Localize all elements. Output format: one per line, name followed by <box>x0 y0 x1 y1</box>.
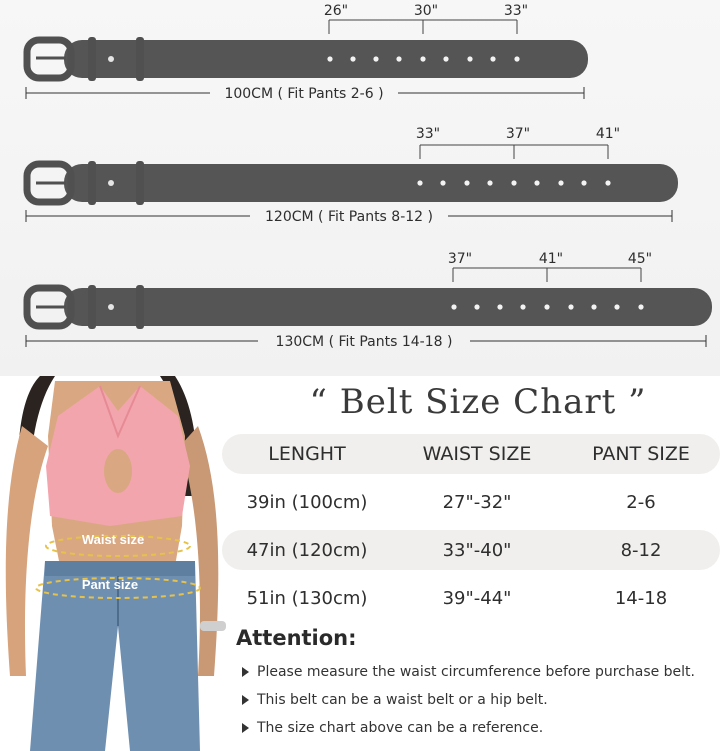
attention-text: Please measure the waist circumference before purchase belt. <box>257 664 695 680</box>
table-row <box>222 578 720 618</box>
belt-loop <box>88 37 96 81</box>
cell-length: 47in (120cm) <box>246 539 368 561</box>
length-measure <box>26 334 706 350</box>
length-label: 100CM ( Fit Pants 2-6 ) <box>224 86 384 102</box>
size-label: 45" <box>627 251 653 267</box>
belt-loop <box>136 161 144 205</box>
header-pant-size: PANT SIZE <box>592 443 690 465</box>
triangle-bullet-icon <box>242 667 249 677</box>
close-quote: ” <box>628 382 647 422</box>
rivet <box>108 180 114 186</box>
belt-loop <box>88 161 96 205</box>
belt-120cm <box>26 126 678 225</box>
belt-130cm <box>26 251 712 350</box>
length-label: 130CM ( Fit Pants 14-18 ) <box>275 334 453 350</box>
size-label: 41" <box>538 251 564 267</box>
cell-waist-size: 39"-44" <box>442 587 512 609</box>
rivet <box>108 56 114 62</box>
belt-loop <box>136 285 144 329</box>
chart-title-text: Belt Size Chart <box>339 382 617 422</box>
cell-pant-size: 14-18 <box>614 587 668 609</box>
chart-title <box>236 382 720 422</box>
open-quote: “ <box>309 382 328 422</box>
length-measure <box>26 209 672 225</box>
size-markers <box>448 251 652 282</box>
table-header-row <box>222 434 720 474</box>
model-illustration <box>0 376 236 751</box>
triangle-bullet-icon <box>242 695 249 705</box>
waist-size-label: Waist size <box>81 532 145 547</box>
model-figure <box>0 376 236 751</box>
attention-section <box>236 626 720 742</box>
belt-loop <box>136 37 144 81</box>
attention-item <box>236 686 720 714</box>
pant-size-label: Pant size <box>81 577 139 592</box>
length-label: 120CM ( Fit Pants 8-12 ) <box>265 209 433 225</box>
rivet <box>108 304 114 310</box>
triangle-bullet-icon <box>242 723 249 733</box>
attention-item <box>236 658 720 686</box>
size-label: 37" <box>447 251 473 267</box>
cell-pant-size: 2-6 <box>626 491 656 513</box>
header-length: LENGHT <box>268 443 346 465</box>
length-measure <box>26 86 584 102</box>
cell-length: 51in (130cm) <box>246 587 368 609</box>
table-row <box>222 530 720 570</box>
size-label: 30" <box>413 3 439 19</box>
header-waist-size: WAIST SIZE <box>422 443 532 465</box>
size-label: 37" <box>505 126 531 142</box>
attention-text: This belt can be a waist belt or a hip belt. <box>257 692 548 708</box>
size-markers <box>324 3 528 34</box>
cell-waist-size: 27"-32" <box>442 491 512 513</box>
size-label: 33" <box>415 126 441 142</box>
size-label: 41" <box>595 126 621 142</box>
size-label: 33" <box>503 3 529 19</box>
cell-length: 39in (100cm) <box>246 491 368 513</box>
cell-waist-size: 33"-40" <box>442 539 512 561</box>
attention-text: The size chart above can be a reference. <box>257 720 544 736</box>
table-row <box>222 482 720 522</box>
belt-loop <box>88 285 96 329</box>
size-table <box>222 434 720 626</box>
attention-item <box>236 714 720 742</box>
attention-title: Attention: <box>236 626 357 650</box>
belt-100cm <box>26 3 588 102</box>
cell-pant-size: 8-12 <box>620 539 662 561</box>
size-label: 26" <box>323 3 349 19</box>
size-markers <box>416 126 620 159</box>
